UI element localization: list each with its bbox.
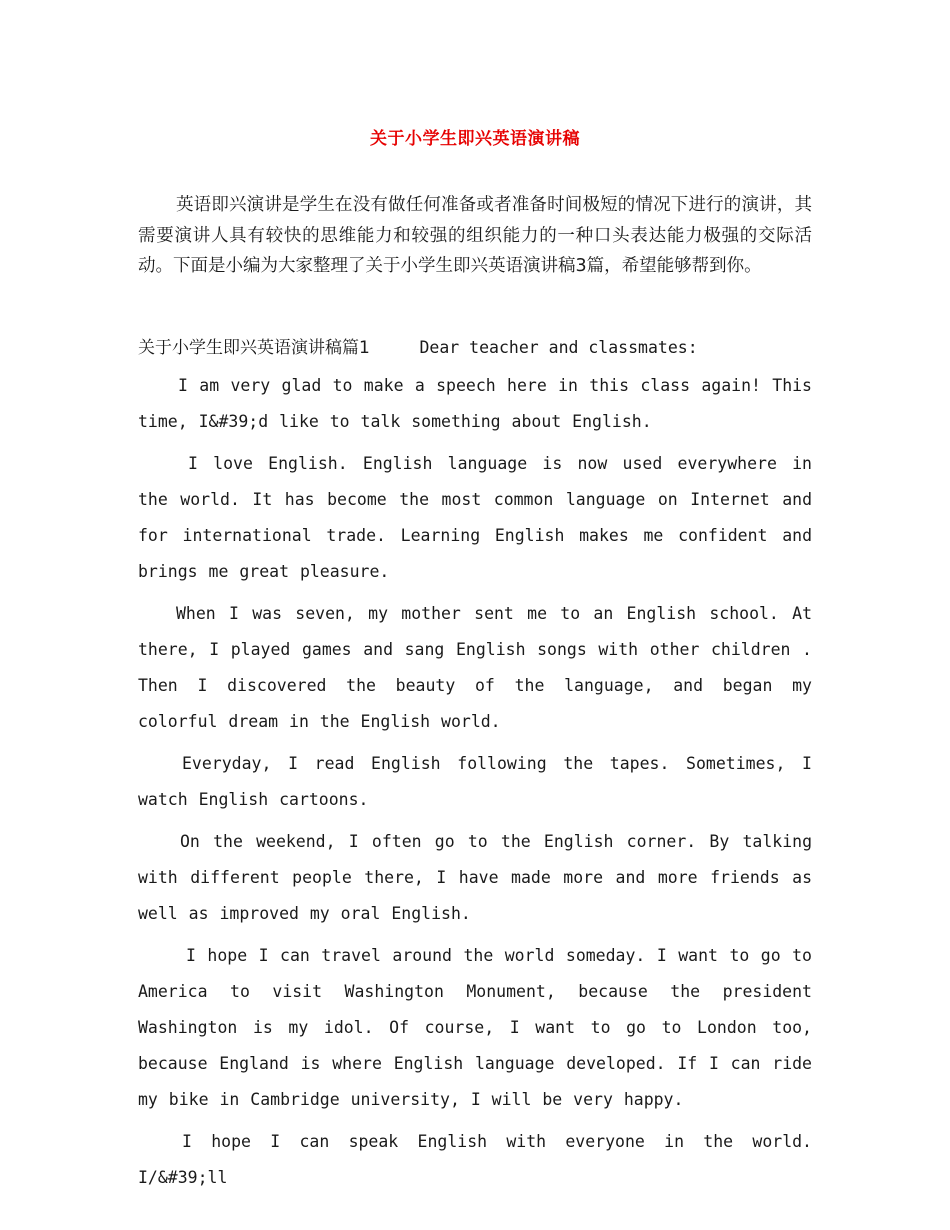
intro-paragraph: 英语即兴演讲是学生在没有做任何准备或者准备时间极短的情况下进行的演讲，其需要演讲人具有较快的思维能力和较强的组织能力的一种口头表达能力极强的交际活动。下面是小编为大家整理了关于小学生即兴英语演讲稿3篇，希望能够帮到你。 bbox=[138, 195, 812, 276]
heading-spacer bbox=[370, 338, 420, 357]
greeting: Dear teacher and classmates: bbox=[419, 338, 698, 357]
body-paragraph: I hope I can speak English with everyone in the world. I/&#39;ll bbox=[138, 1132, 812, 1187]
body-paragraph: I love English. English language is now used everywhere in the world. It has become the most common language on Internet and for international trade. Learning English makes me confident and brings me great pleasure. bbox=[138, 454, 812, 581]
body-paragraph: When I was seven, my mother sent me to an English school. At there, I played games and sang English songs with other children . Then I discovered the beauty of the language, and began my colorful dream in the English world. bbox=[138, 604, 812, 731]
body-paragraph: I hope I can travel around the world someday. I want to go to America to visit Washington Monument, because the president Washington is my idol. Of course, I want to go to London too, because England is where English language developed. If I can ride my bike in Cambridge university, I will be very happy. bbox=[138, 946, 812, 1109]
body-paragraph: On the weekend, I often go to the English corner. By talking with different people there, I have made more and more friends as well as improved my oral English. bbox=[138, 832, 812, 923]
document-title: 关于小学生即兴英语演讲稿 bbox=[370, 129, 580, 149]
body-paragraph: Everyday, I read English following the tapes. Sometimes, I watch English cartoons. bbox=[138, 754, 812, 809]
section-heading: 关于小学生即兴英语演讲稿篇1 bbox=[138, 338, 370, 358]
speech-body bbox=[138, 368, 812, 1202]
body-paragraph: I am very glad to make a speech here in this class again! This time, I&#39;d like to talk something about English. bbox=[138, 376, 812, 431]
section-heading-line bbox=[138, 336, 812, 360]
